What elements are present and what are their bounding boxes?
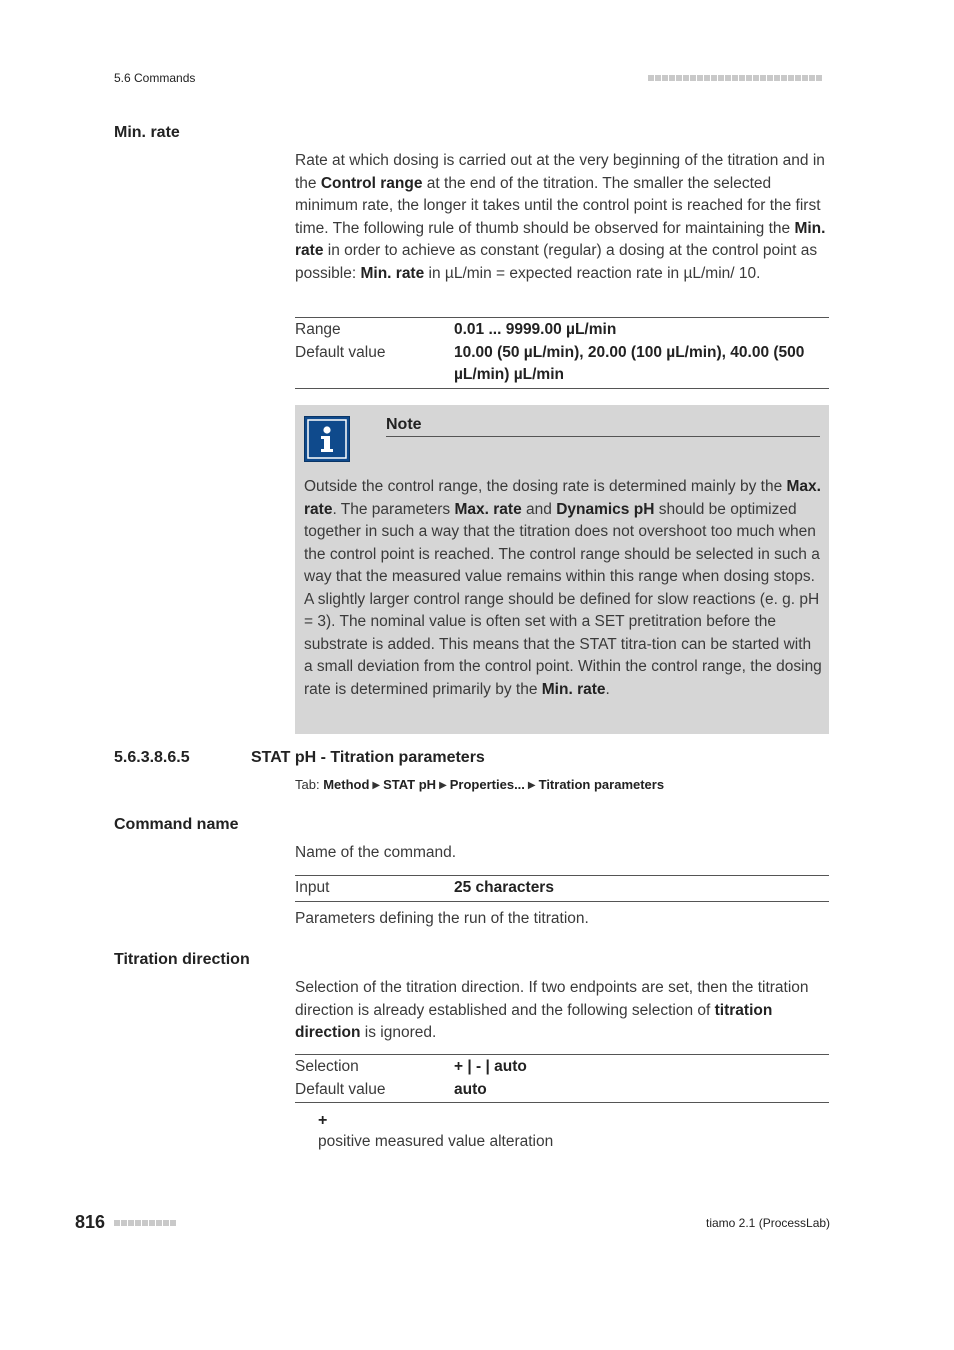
note-title: Note — [386, 414, 820, 437]
running-header-section: 5.6 Commands — [114, 71, 196, 85]
triangle-right-icon: ▶ — [527, 780, 536, 791]
param-key: Default value — [295, 1080, 386, 1098]
text-run: at the end of the titration. The smaller the selected minimum rate, the longer it takes until the control point is reached for the first time. The following rule of thumb should be observed for maintaining the — [295, 174, 821, 237]
command-name-description: Name of the command. — [295, 844, 457, 861]
titration-parameters-intro: Parameters defining the run of the titration. — [295, 910, 589, 927]
option-label-plus: + — [318, 1112, 328, 1129]
min-rate-description — [295, 150, 829, 285]
param-row — [295, 319, 829, 342]
param-value: + | - | auto — [454, 1058, 527, 1075]
bold-term: Max. rate — [454, 500, 522, 518]
text-run: in order to achieve as constant (regular) a dosing at the control point as possible: — [295, 242, 818, 282]
text-run: is ignored. — [360, 1024, 437, 1041]
param-value: 25 characters — [454, 879, 554, 896]
titration-direction-description — [295, 977, 829, 1045]
text-run: Selection of the titration direction. If two endpoints are set, then the titration direction is already established and the following selection of — [295, 979, 809, 1019]
tab-path — [295, 777, 664, 792]
text-run: . The parameters — [332, 500, 455, 518]
text-run: . — [605, 680, 610, 698]
param-key: Input — [295, 879, 330, 896]
tab-path-item: Titration parameters — [538, 777, 665, 792]
param-value: auto — [454, 1080, 487, 1098]
param-heading-command-name: Command name — [114, 816, 239, 833]
tab-path-item: STAT pH — [383, 777, 437, 792]
bold-term: Min. rate — [295, 219, 826, 259]
min-rate-param-table — [295, 317, 829, 389]
note-box — [295, 405, 829, 734]
param-key: Default value — [295, 343, 386, 361]
header-decoration — [648, 75, 822, 81]
param-row — [295, 342, 829, 387]
triangle-right-icon: ▶ — [439, 780, 447, 791]
bold-term: titration direction — [295, 1001, 773, 1041]
bold-term: Dynamics pH — [556, 500, 655, 518]
param-heading-titration-direction: Titration direction — [114, 951, 250, 968]
param-key: Selection — [295, 1058, 359, 1075]
footer-product: tiamo 2.1 (ProcessLab) — [706, 1216, 831, 1230]
titration-direction-param-table — [295, 1054, 829, 1103]
param-heading-min-rate: Min. rate — [114, 124, 180, 141]
triangle-right-icon: ▶ — [372, 780, 381, 791]
bold-term: Min. rate — [541, 680, 606, 698]
page-number: 816 — [75, 1212, 106, 1232]
option-description-plus: positive measured value alteration — [318, 1133, 554, 1150]
param-row — [295, 1056, 829, 1079]
text-run: Rate at which dosing is carried out at the very beginning of the titration and in the — [295, 152, 825, 192]
param-value: 10.00 (50 µL/min), 20.00 (100 µL/min), 40.00 (500 µL/min) µL/min — [454, 343, 805, 383]
note-body — [304, 476, 822, 701]
tab-path-item: Properties... — [449, 777, 525, 792]
bold-term: Min. rate — [360, 264, 425, 282]
section-title: STAT pH - Titration parameters — [251, 749, 485, 766]
tab-path-item: Method — [323, 777, 370, 792]
param-row — [295, 1079, 829, 1102]
text-run: in µL/min = expected reaction rate in µL/min/ 10. — [424, 264, 761, 282]
param-row — [295, 877, 829, 900]
param-key: Range — [295, 321, 341, 338]
footer-decoration — [114, 1220, 176, 1226]
section-number: 5.6.3.8.6.5 — [114, 749, 190, 766]
bold-term: Control range — [320, 174, 423, 192]
bold-term: Max. rate — [304, 478, 821, 518]
tab-prefix: Tab: — [295, 777, 324, 792]
command-name-param-table — [295, 875, 829, 902]
param-value: 0.01 ... 9999.00 µL/min — [454, 321, 617, 338]
text-run: and — [521, 500, 557, 518]
info-icon — [304, 416, 350, 462]
text-run: should be optimized together in such a way that the titration does not overshoot too much when the control point is reached. The control range should be selected in such a way that the measured value remains within this range when dosing stops. A slightly larger control range should be defined for slow reactions (e. g. pH = 3). The nominal value is often set with a SET pretitration before the substrate is added. This means that the STAT titra-tion can be started with a small deviation from the control point. Within the control range, the dosing rate is determined primarily by the — [304, 500, 822, 698]
text-run: Outside the control range, the dosing rate is determined mainly by the — [304, 478, 787, 495]
